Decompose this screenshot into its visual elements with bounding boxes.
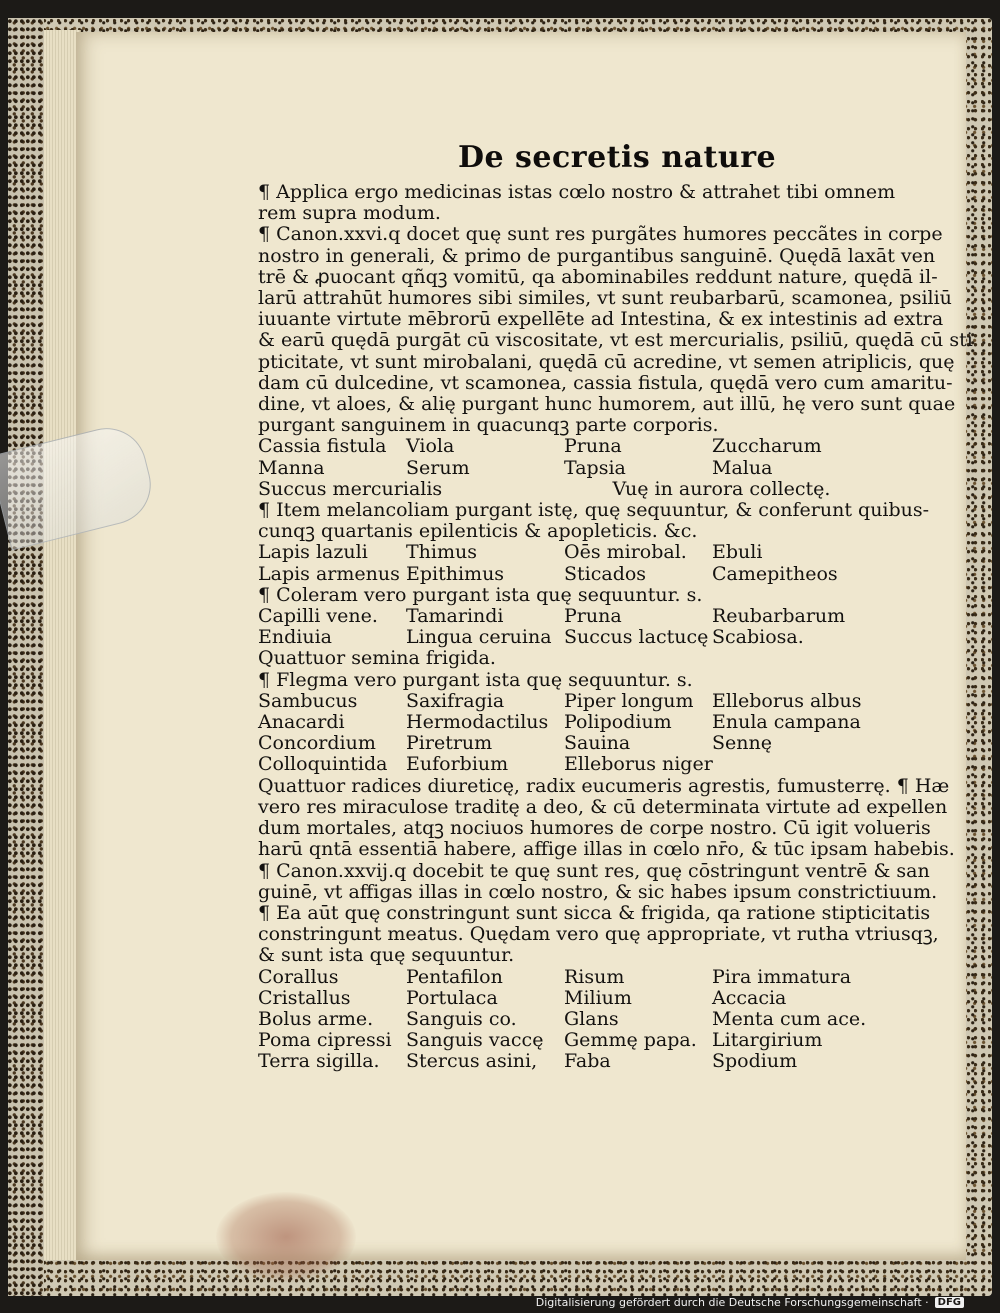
list-item: Ebuli (712, 541, 763, 564)
list-row (258, 733, 898, 754)
text-line: rem supra modum. (258, 202, 441, 225)
list-item: Vuę in aurora collectę. (612, 477, 831, 500)
text-line: ¶ Flegma vero purgant ista quę sequuntur. s. (258, 668, 693, 691)
list-row (258, 1030, 898, 1051)
list-item: Reubarbarum (712, 605, 846, 628)
list-item: Glans (564, 1007, 619, 1030)
list-row (258, 691, 898, 712)
list-item: Piper longum (564, 689, 694, 712)
text-line: dum mortales, atqꝫ nociuos humores de corpe nostro. Cū igit volueris (258, 817, 931, 840)
list-item: Oēs mirobal. (564, 541, 687, 564)
list-item: Menta cum ace. (712, 1007, 867, 1030)
list-item: Milium (564, 986, 632, 1009)
list-item: Endiuia (258, 626, 332, 649)
text-line: trē & ꝓuocant qñqꝫ vomitū, qa abominabiles reddunt nature, quędā il- (258, 265, 938, 288)
list-row (258, 606, 898, 627)
list-item: Sambucus (258, 689, 358, 712)
list-item (492, 479, 613, 500)
text-line: constringunt meatus. Quędam vero quę appropriate, vt rutha vtriusqꝫ, (258, 923, 939, 946)
list-item: Saxifragia (406, 689, 505, 712)
list-row (258, 648, 898, 669)
text-line: pticitate, vt sunt mirobalani, quędā cū acredine, vt semen atriplicis, quę (258, 350, 955, 373)
list-item: Succus mercurialis (258, 477, 443, 500)
list-item: Stercus asini, (406, 1050, 538, 1073)
list-row (258, 1009, 898, 1030)
list-item (753, 648, 898, 669)
list-item: Cristallus (258, 986, 351, 1009)
list-item: Spodium (712, 1050, 798, 1073)
ingredient-list-4 (258, 691, 898, 776)
text-line: iuuante virtute mēbrorū expellēte ad Intestina, & ex intestinis ad extra (258, 308, 944, 331)
list-row (258, 436, 898, 457)
list-item: Sticados (564, 562, 647, 585)
list-item: Polipodium (564, 711, 672, 734)
paragraph-group-3 (258, 585, 898, 606)
list-item: Zuccharum (712, 435, 822, 458)
paragraph-group-1 (258, 181, 973, 437)
text-line: vero res miraculose traditę a deo, & cū determinata virtute ad expellen (258, 795, 948, 818)
list-row (258, 1051, 898, 1072)
list-item (712, 754, 892, 775)
list-item: Malua (712, 456, 773, 479)
list-item: Scabiosa. (712, 626, 804, 649)
dfg-logo-icon: DFG (935, 1297, 964, 1308)
list-item: Thimus (406, 541, 477, 564)
list-item: Tapsia (564, 456, 626, 479)
list-item: Risum (564, 965, 625, 988)
list-item: Pentafilon (406, 965, 503, 988)
list-item: Succus lactucę (564, 626, 709, 649)
ingredient-list-1 (258, 436, 898, 500)
list-row (258, 479, 898, 500)
text-line: ¶ Item melancoliam purgant istę, quę sequuntur, & conferunt quibus- (258, 499, 930, 522)
list-item: Lapis armenus (258, 562, 400, 585)
list-item: Piretrum (406, 732, 493, 755)
list-item: Sauina (564, 732, 631, 755)
list-item: Gemmę papa. (564, 1029, 697, 1052)
list-item: Euforbium (406, 753, 509, 776)
list-item (633, 648, 753, 669)
list-item: Enula campana (712, 711, 861, 734)
text-line: dam cū dulcedine, vt scamonea, cassia fistula, quędā vero cum amaritu- (258, 371, 953, 394)
list-item (505, 648, 633, 669)
list-item: Camepitheos (712, 562, 838, 585)
text-line: nostro in generali, & primo de purgantibus sanguinē. Quędā laxāt ven (258, 244, 936, 267)
list-item: Accacia (712, 986, 787, 1009)
list-row (258, 967, 898, 988)
text-line: harū qntā essentiā habere, affige illas in cœlo nr̄o, & tūc ipsam habebis. (258, 838, 955, 861)
list-item: Pira immatura (712, 965, 852, 988)
list-item: Elleborus albus (712, 689, 862, 712)
list-item: Capilli vene. (258, 605, 378, 628)
text-line: & earū quędā purgāt cū viscositate, vt est mercurialis, psiliū, quędā cū sti (258, 329, 973, 352)
list-row (258, 627, 898, 648)
list-item: Epithimus (406, 562, 505, 585)
list-item: Sanguis vaccę (406, 1029, 544, 1052)
text-line: ¶ Canon.xxvij.q docebit te quę sunt res, quę cōstringunt ventrē & san (258, 859, 930, 882)
page-title: De secretis nature (458, 140, 777, 175)
list-row (258, 458, 898, 479)
list-item: Colloquintida (258, 753, 388, 776)
list-item: Faba (564, 1050, 611, 1073)
ingredient-list-5 (258, 967, 898, 1073)
list-item: Anacardi (258, 711, 345, 734)
text-line: & sunt ista quę sequuntur. (258, 944, 515, 967)
text-line: ¶ Ea aūt quę constringunt sunt sicca & frigida, qa ratione stipticitatis (258, 901, 931, 924)
text-line: ¶ Coleram vero purgant ista quę sequuntur. s. (258, 583, 703, 606)
list-item: Sennę (712, 732, 772, 755)
list-item: Poma cipressi (258, 1029, 392, 1052)
list-row (258, 542, 898, 563)
list-item: Hermodactilus (406, 711, 549, 734)
list-item: Elleborus niger (564, 753, 713, 776)
list-item: Quattuor semina frigida. (258, 647, 496, 670)
list-row (258, 712, 898, 733)
text-line: Quattuor radices diureticę, radix eucumeris agrestis, fumusterrę. ¶ Hæ (258, 774, 950, 797)
page-stain (216, 1192, 356, 1282)
list-row (258, 988, 898, 1009)
digitization-credit (536, 1296, 964, 1309)
marbled-spine (8, 18, 44, 1296)
paragraph-group-2 (258, 499, 930, 543)
list-item: Bolus arme. (258, 1007, 374, 1030)
list-item: Pruna (564, 435, 622, 458)
list-row (258, 564, 898, 585)
list-item: Viola (406, 435, 455, 458)
list-item: Portulaca (406, 986, 498, 1009)
list-item (760, 479, 898, 500)
list-item: Serum (406, 456, 470, 479)
list-item: Manna (258, 456, 325, 479)
list-item: Cassia fistula (258, 435, 387, 458)
list-item: Tamarindi (406, 605, 504, 628)
text-line: dine, vt aloes, & alię purgant hunc humorem, aut illū, hę vero sunt quae (258, 393, 956, 416)
text-line: larū attrahūt humores sibi similes, vt sunt reubarbarū, scamonea, psiliū (258, 287, 952, 310)
list-item: Corallus (258, 965, 339, 988)
page-text (258, 181, 973, 1073)
paragraph-group-4 (258, 670, 898, 691)
list-item: Terra sigilla. (258, 1050, 380, 1073)
text-line: purgant sanguinem in quacunqꝫ parte corporis. (258, 414, 719, 437)
text-line: cunqꝫ quartanis epilenticis & apopleticis. &c. (258, 520, 698, 543)
list-item: Sanguis co. (406, 1007, 517, 1030)
list-item: Pruna (564, 605, 622, 628)
list-row (258, 754, 898, 775)
list-item: Lapis lazuli (258, 541, 368, 564)
ingredient-list-2 (258, 542, 898, 584)
text-line: ¶ Applica ergo medicinas istas cœlo nostro & attrahet tibi omnem (258, 181, 896, 203)
list-item: Lingua ceruina (406, 626, 552, 649)
list-item: Litargirium (712, 1029, 823, 1052)
ingredient-list-3 (258, 606, 898, 670)
text-line: guinē, vt affigas illas in cœlo nostro, & sic habes ipsum constrictiuum. (258, 880, 938, 903)
credit-text: Digitalisierung gefördert durch die Deutsche Forschungsgemeinschaft · (535, 1296, 929, 1309)
paragraph-group-5 (258, 774, 955, 967)
text-line: ¶ Canon.xxvi.q docet quę sunt res purgãtes humores peccãtes in corpe (258, 223, 943, 246)
list-item: Concordium (258, 732, 376, 755)
